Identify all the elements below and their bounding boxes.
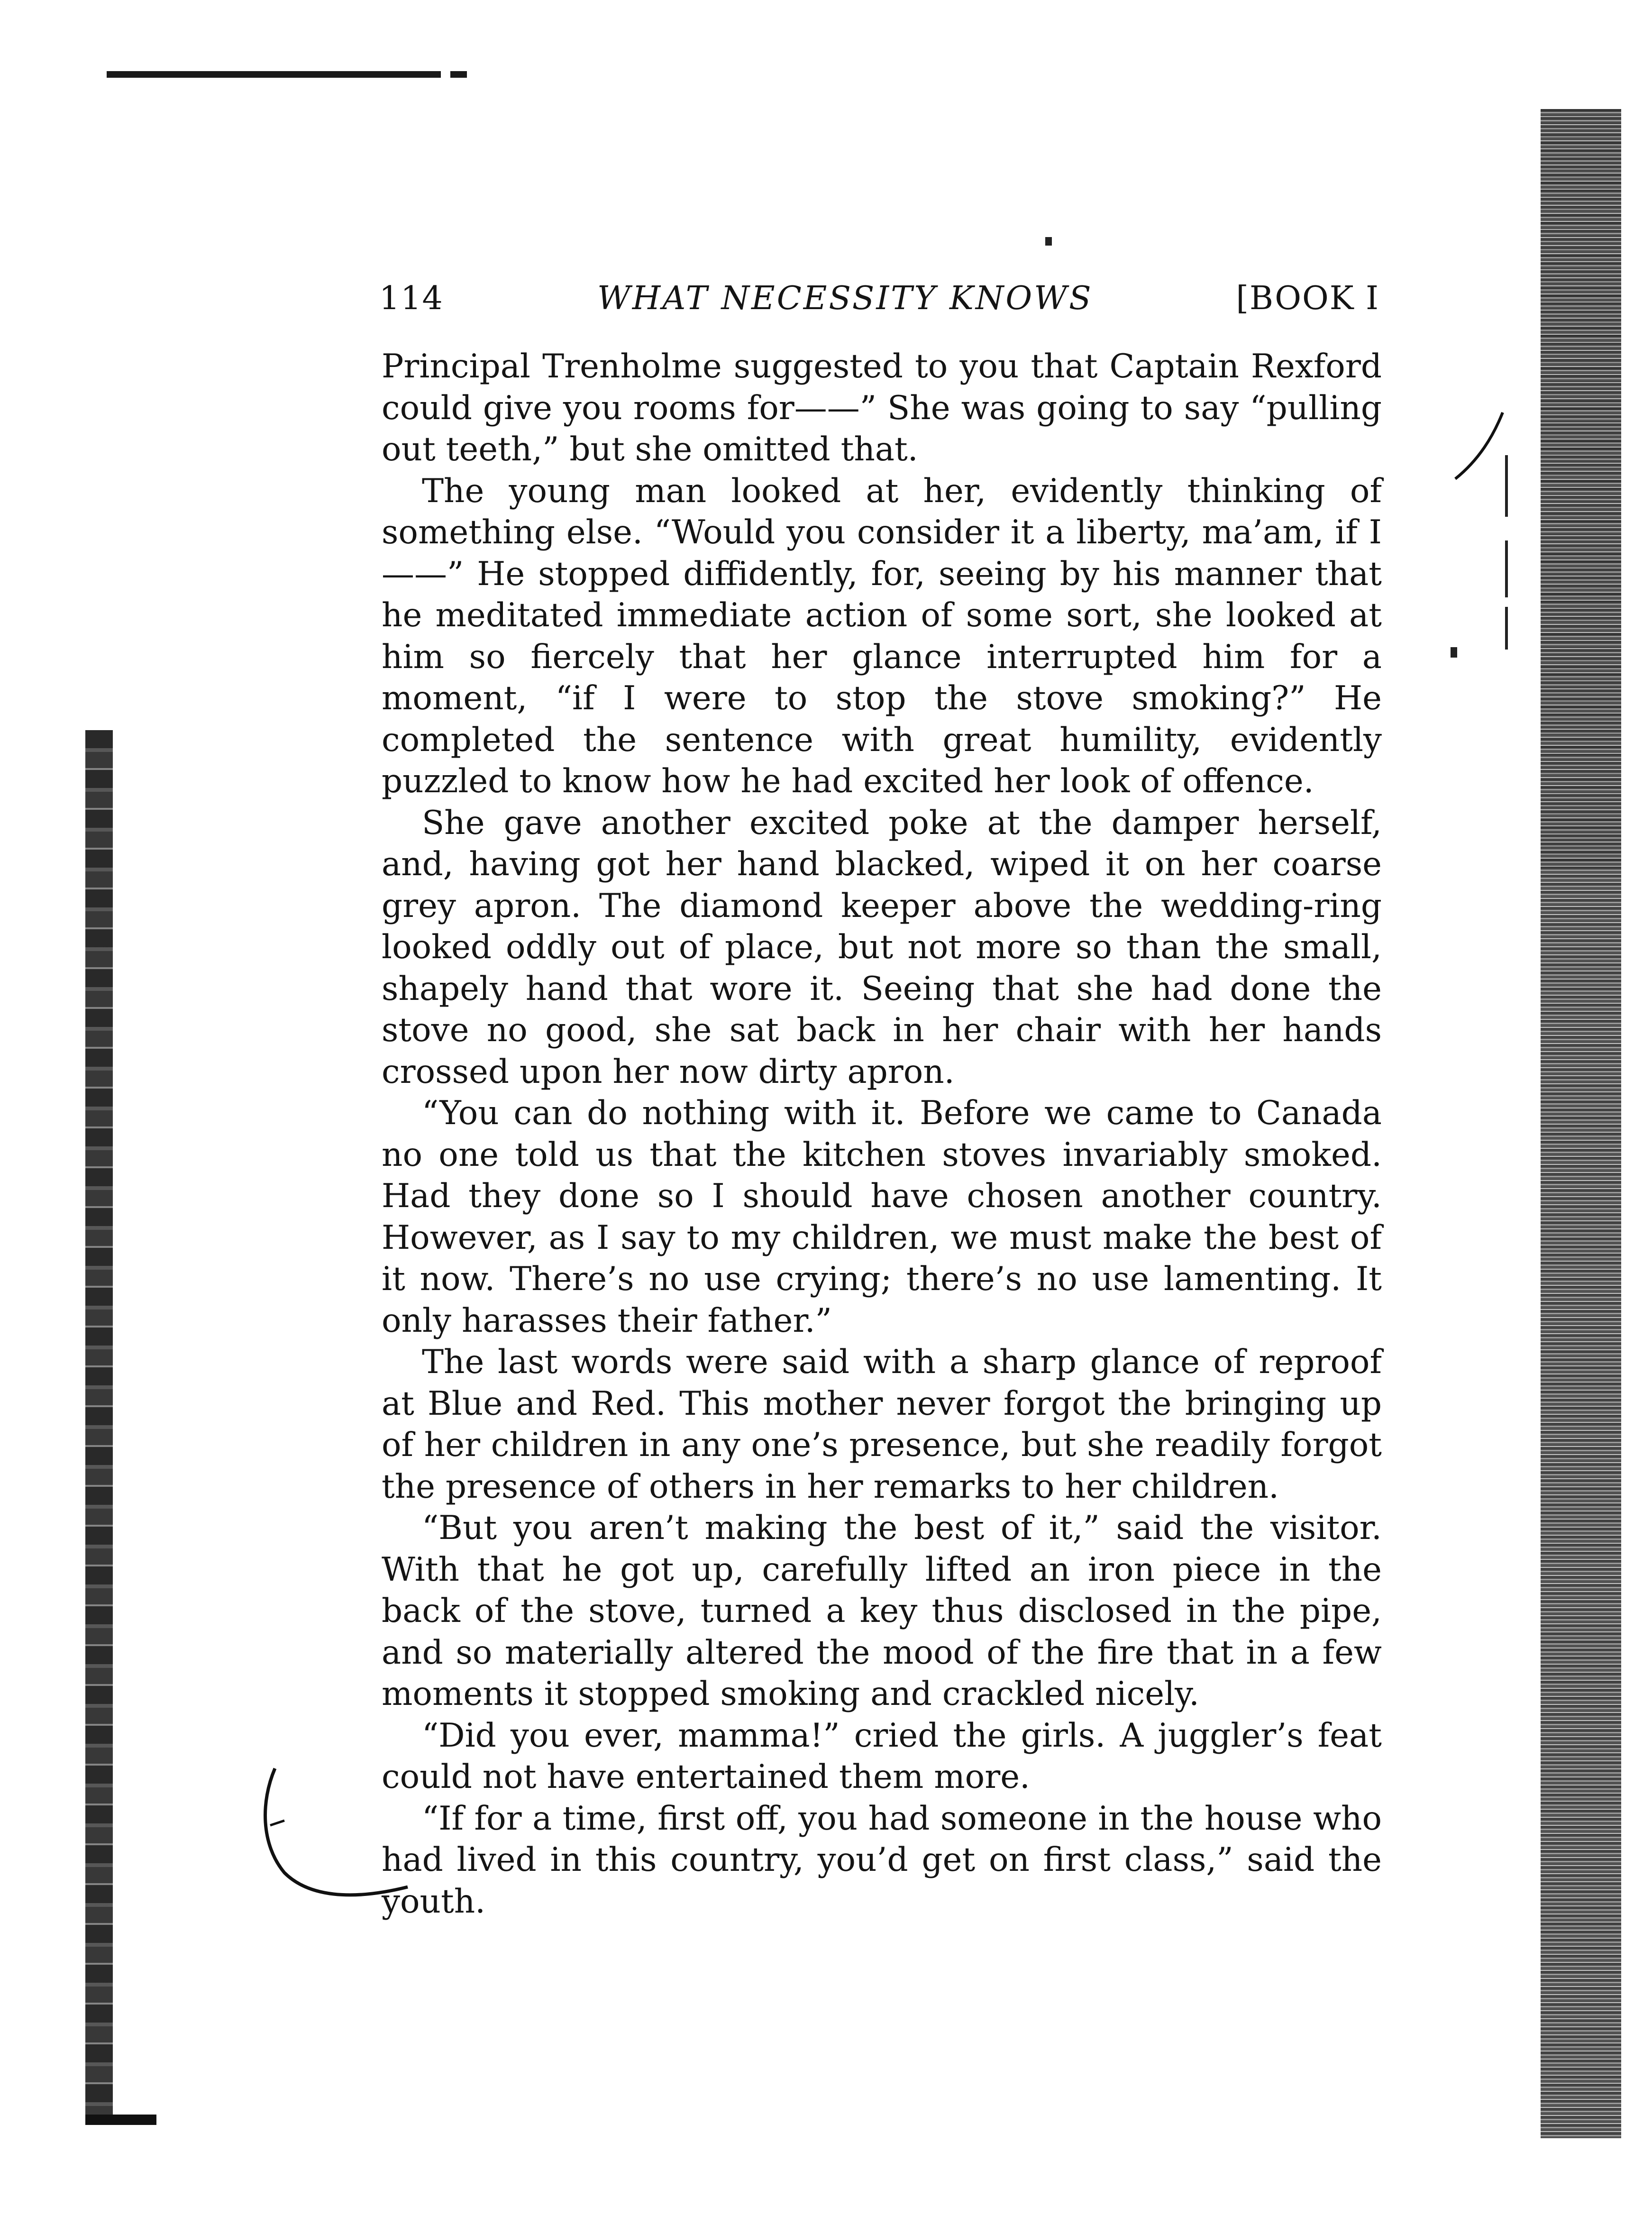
scan-top-rule: [107, 71, 467, 78]
page-number: 114: [379, 280, 444, 317]
paragraph: “You can do nothing with it. Before we came to Canada no one told us that the kitchen stoves invariably smoked. Had they done so I should have chosen another country. However, as I say to my children, we must make the best of it now. There’s no use crying; there’s no use lamenting. It only harasses their father.”: [382, 1094, 1382, 1340]
paragraph: “But you aren’t making the best of it,” said the visitor. With that he got up, carefully lifted an iron piece in the back of the stove, turned a key thus disclosed in the pipe, and so materially altered the mood of the fire that in a few moments it stopped smoking and crackled nicely.: [382, 1509, 1382, 1713]
page-body: [382, 346, 1382, 1923]
running-title: WHAT NECESSITY KNOWS: [597, 280, 1093, 317]
paragraph: “If for a time, first off, you had someone in the house who had lived in this country, you’d get on first class,” said the youth.: [382, 1799, 1382, 1921]
paragraph: “Did you ever, mamma!” cried the girls. A juggler’s feat could not have entertained them more.: [382, 1716, 1382, 1796]
book-label: [BOOK I: [1236, 280, 1379, 317]
scan-right-page-edge: [1541, 109, 1621, 2138]
scan-speck: [1045, 237, 1052, 246]
scan-speck: [1505, 540, 1508, 597]
pen-slash-mark: [1451, 408, 1507, 488]
scan-speck: [1451, 647, 1457, 658]
scan-left-binding-edge: [85, 730, 113, 2124]
paragraph: Principal Trenholme suggested to you that Captain Rexford could give you rooms for——” She was going to say “pulling out teeth,” but she omitted that.: [382, 348, 1382, 468]
paragraph: The young man looked at her, evidently thinking of something else. “Would you consider it a liberty, ma’am, if I——” He stopped diffidently, for, seeing by his manner that he meditated immediate action of some sort, she looked at him so fiercely that her glance interrupted him for a moment, “if I were to stop the stove smoking?” He completed the sentence with great humility, evidently puzzled to know how he had excited her look of offence.: [382, 472, 1382, 800]
scan-left-binding-foot: [85, 2115, 156, 2125]
scan-speck: [1505, 607, 1508, 650]
paragraph: The last words were said with a sharp glance of reproof at Blue and Red. This mother never forgot the bringing up of her children in any one’s presence, but she readily forgot the presence of others in her remarks to her children.: [382, 1343, 1382, 1506]
handwritten-bracket-mark: [256, 1764, 417, 1906]
scan-top-rule-gap: [441, 71, 450, 78]
paragraph: She gave another excited poke at the damper herself, and, having got her hand blacked, wiped it on her coarse grey apron. The diamond keeper above the wedding-ring looked oddly out of place, but not more so than the small, shapely hand that wore it. Seeing that she had done the stove no good, she sat back in her chair with her hands crossed upon her now dirty apron.: [382, 804, 1382, 1091]
page-header: [379, 277, 1379, 320]
